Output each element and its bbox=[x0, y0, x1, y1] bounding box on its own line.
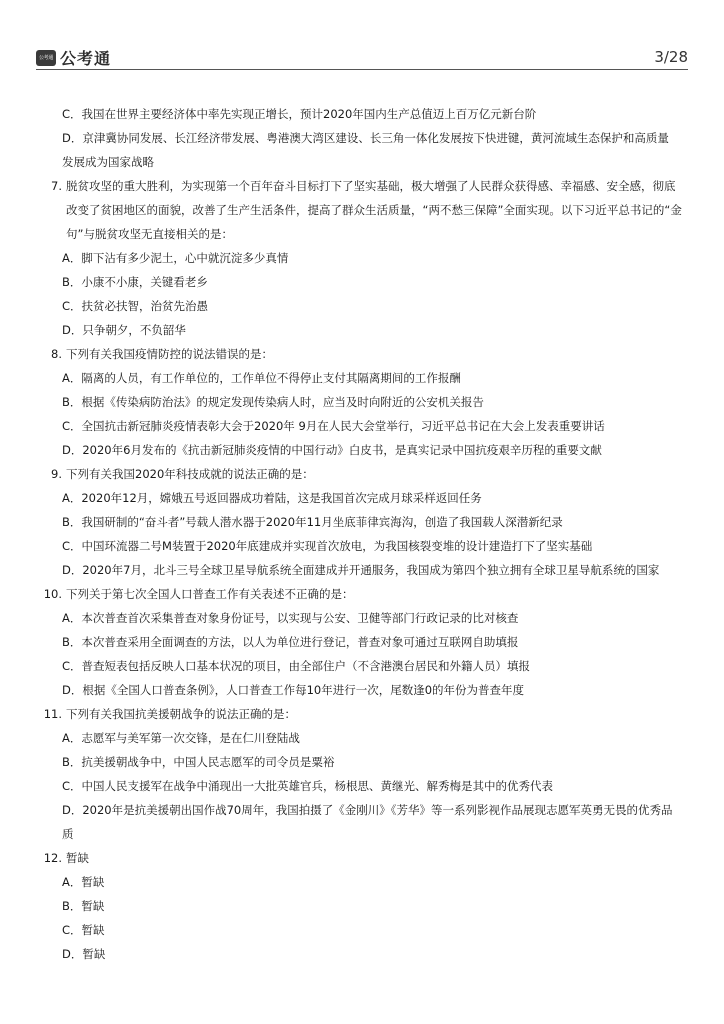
answer-option: A．志愿军与美军第一次交锋，是在仁川登陆战 bbox=[62, 731, 300, 745]
question-stem-text: 下列有关我国疫情防控的说法错误的是： bbox=[66, 347, 273, 361]
question-block bbox=[36, 102, 688, 174]
question-number: 8. bbox=[51, 347, 62, 361]
answer-option: C．扶贫必扶智，治贫先治愚 bbox=[62, 299, 209, 313]
question-stem-line bbox=[36, 198, 688, 222]
question-block bbox=[36, 702, 688, 846]
answer-option: C．中国环流器二号M装置于2020年底建成并实现首次放电，为我国核裂变堆的设计建造打下了坚实基础 bbox=[62, 539, 593, 553]
answer-option: D．暂缺 bbox=[62, 947, 106, 961]
answer-option: A．脚下沾有多少泥土，心中就沉淀多少真情 bbox=[62, 251, 289, 265]
question-stem-text: 句”与脱贫攻坚无直接相关的是： bbox=[66, 227, 233, 241]
question-stem-text: 下列关于第七次全国人口普查工作有关表述不正确的是： bbox=[66, 587, 354, 601]
question-number: 9. bbox=[51, 467, 62, 481]
answer-option: C．中国人民支援军在战争中涌现出一大批英雄官兵，杨根思、黄继光、解秀梅是其中的优秀代表 bbox=[62, 779, 554, 793]
answer-option: D．根据《全国人口普查条例》，人口普查工作每10年进行一次，尾数逢0的年份为普查年度 bbox=[62, 683, 525, 697]
question-list bbox=[36, 102, 688, 966]
question-block bbox=[36, 846, 688, 966]
question-stem-line bbox=[36, 702, 688, 726]
answer-option: D．2020年是抗美援朝出国作战70周年，我国拍摄了《金刚川》《芳华》等一系列影视作品展现志愿军英勇无畏的优秀品 bbox=[62, 803, 673, 817]
question-stem-line bbox=[36, 462, 688, 486]
answer-option: B．本次普查采用全面调查的方法，以人为单位进行登记，普查对象可通过互联网自助填报 bbox=[62, 635, 519, 649]
answer-option-continuation: 发展成为国家战略 bbox=[62, 155, 154, 169]
answer-option: C．全国抗击新冠肺炎疫情表彰大会于2020年 9月在人民大会堂举行，习近平总书记在大会上发表重要讲话 bbox=[62, 419, 605, 433]
question-stem-line bbox=[36, 342, 688, 366]
question-stem-text: 改变了贫困地区的面貌，改善了生产生活条件，提高了群众生活质量，“两不愁三保障”全面实现。以下习近平总书记的“金 bbox=[66, 203, 682, 217]
answer-option: C．暂缺 bbox=[62, 923, 105, 937]
answer-option: A．暂缺 bbox=[62, 875, 105, 889]
answer-option: D．京津冀协同发展、长江经济带发展、粤港澳大湾区建设、长三角一体化发展按下快进键，黄河流域生态保护和高质量 bbox=[62, 131, 669, 145]
answer-option: C．普查短表包括反映人口基本状况的项目，由全部住户（不含港澳台居民和外籍人员）填报 bbox=[62, 659, 531, 673]
question-number: 11. bbox=[43, 707, 62, 721]
question-block bbox=[36, 462, 688, 582]
page-indicator: 3/28 bbox=[654, 48, 688, 66]
header-divider bbox=[36, 69, 688, 70]
answer-option: A．隔离的人员，有工作单位的，工作单位不得停止支付其隔离期间的工作报酬 bbox=[62, 371, 461, 385]
answer-option: B．抗美援朝战争中，中国人民志愿军的司令员是粟裕 bbox=[62, 755, 335, 769]
page-header bbox=[36, 44, 688, 68]
answer-option: D．2020年7月，北斗三号全球卫星导航系统全面建成并开通服务，我国成为第四个独立拥有全球卫星导航系统的国家 bbox=[62, 563, 660, 577]
question-number: 7. bbox=[51, 179, 62, 193]
question-stem-line bbox=[36, 174, 688, 198]
question-number bbox=[36, 198, 62, 222]
question-stem-line bbox=[36, 582, 688, 606]
answer-option: D．只争朝夕，不负韶华 bbox=[62, 323, 186, 337]
answer-option: B．根据《传染病防治法》的规定发现传染病人时，应当及时向附近的公安机关报告 bbox=[62, 395, 484, 409]
question-block bbox=[36, 342, 688, 462]
answer-option: B．暂缺 bbox=[62, 899, 105, 913]
question-stem-text: 下列有关我国2020年科技成就的说法正确的是： bbox=[66, 467, 314, 481]
question-stem-line bbox=[36, 846, 688, 870]
logo-text: 公考通 bbox=[60, 49, 112, 68]
question-number: 10. bbox=[43, 587, 62, 601]
logo-icon: 公考通 bbox=[36, 50, 56, 66]
question-stem-text: 下列有关我国抗美援朝战争的说法正确的是： bbox=[66, 707, 296, 721]
brand-logo bbox=[36, 46, 111, 69]
answer-option: D．2020年6月发布的《抗击新冠肺炎疫情的中国行动》白皮书，是真实记录中国抗疫艰辛历程的重要文献 bbox=[62, 443, 602, 457]
question-block bbox=[36, 174, 688, 342]
question-stem-line bbox=[36, 222, 688, 246]
question-number: 12. bbox=[43, 851, 62, 865]
answer-option: A．本次普查首次采集普查对象身份证号，以实现与公安、卫健等部门行政记录的比对核查 bbox=[62, 611, 519, 625]
answer-option: B．小康不小康，关键看老乡 bbox=[62, 275, 208, 289]
question-block bbox=[36, 582, 688, 702]
question-number bbox=[36, 222, 62, 246]
question-stem-text: 脱贫攻坚的重大胜利，为实现第一个百年奋斗目标打下了坚实基础，极大增强了人民群众获得感、幸福感、安全感，彻底 bbox=[66, 179, 676, 193]
answer-option-continuation: 质 bbox=[62, 827, 74, 841]
answer-option: B．我国研制的“奋斗者”号载人潜水器于2020年11月坐底菲律宾海沟，创造了我国载人深潜新纪录 bbox=[62, 515, 563, 529]
answer-option: C．我国在世界主要经济体中率先实现正增长，预计2020年国内生产总值迈上百万亿元新台阶 bbox=[62, 107, 537, 121]
question-stem-text: 暂缺 bbox=[66, 851, 89, 865]
answer-option: A．2020年12月，嫦娥五号返回器成功着陆，这是我国首次完成月球采样返回任务 bbox=[62, 491, 482, 505]
